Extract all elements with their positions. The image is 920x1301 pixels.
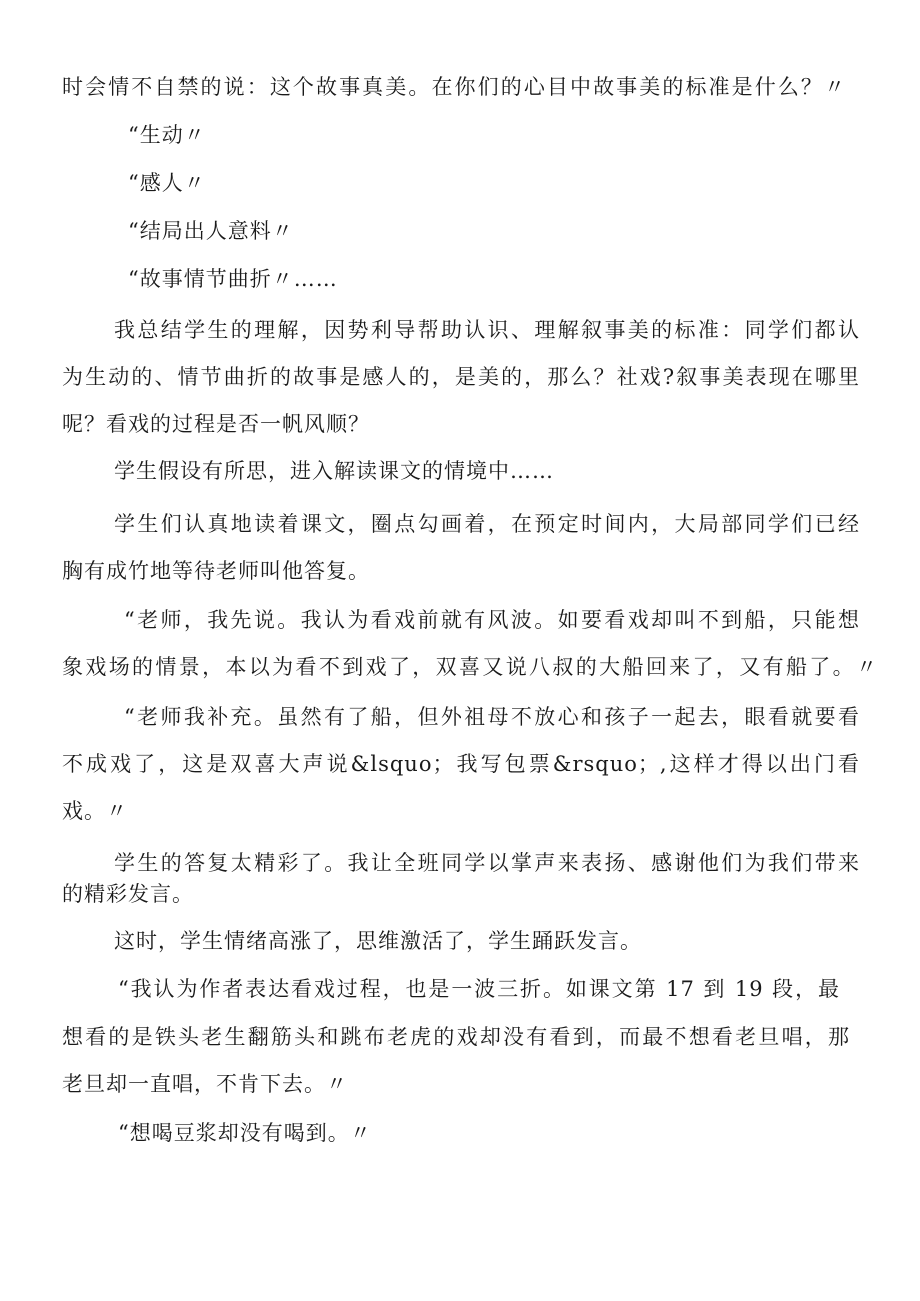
text-line-1: 时会情不自禁的说：这个故事真美。在你们的心目中故事美的标准是什么？〃: [62, 75, 846, 99]
text-line-18: 的精彩发言。: [62, 882, 194, 906]
text-line-20: “我认为作者表达看戏过程，也是一波三折。如课文第 17 到 19 段，最: [118, 977, 840, 1001]
text-line-17: 学生的答复太精彩了。我让全班同学以掌声来表扬、感谢他们为我们带来: [114, 851, 860, 875]
text-line-15: 不成戏了，这是双喜大声说&lsquo；我写包票&rsquo；,这样才得以出门看: [62, 752, 860, 776]
text-line-23: “想喝豆浆却没有喝到。〃: [118, 1121, 372, 1145]
text-line-13: 象戏场的情景，本以为看不到戏了，双喜又说八叔的大船回来了，又有船了。〃: [62, 655, 878, 679]
text-line-3: “感人〃: [128, 171, 206, 195]
text-line-12: “老师，我先说。我认为看戏前就有风波。如要看戏却叫不到船，只能想: [124, 608, 860, 632]
text-line-5: “故事情节曲折〃……: [128, 267, 338, 291]
text-line-4: “结局出人意料〃: [128, 219, 294, 243]
text-line-8: 呢？看戏的过程是否一帆风顺？: [62, 412, 370, 436]
text-line-11: 胸有成竹地等待老师叫他答复。: [62, 559, 370, 583]
text-line-2: “生动〃: [128, 123, 206, 147]
text-line-7: 为生动的、情节曲折的故事是感人的，是美的，那么？社戏?叙事美表现在哪里: [62, 365, 860, 389]
text-line-21: 想看的是铁头老生翻筋头和跳布老虎的戏却没有看到，而最不想看老旦唱，那: [62, 1025, 850, 1049]
text-line-9: 学生假设有所思，进入解读课文的情境中……: [114, 459, 554, 483]
text-line-16: 戏。〃: [62, 799, 128, 823]
text-line-14: “老师我补充。虽然有了船，但外祖母不放心和孩子一起去，眼看就要看: [124, 705, 860, 729]
text-line-6: 我总结学生的理解，因势利导帮助认识、理解叙事美的标准：同学们都认: [114, 318, 860, 342]
text-line-22: 老旦却一直唱，不肯下去。〃: [62, 1072, 348, 1096]
text-line-19: 这时，学生情绪高涨了，思维激活了，学生踊跃发言。: [114, 929, 642, 953]
text-line-10: 学生们认真地读着课文，圈点勾画着，在预定时间内，大局部同学们已经: [114, 512, 860, 536]
